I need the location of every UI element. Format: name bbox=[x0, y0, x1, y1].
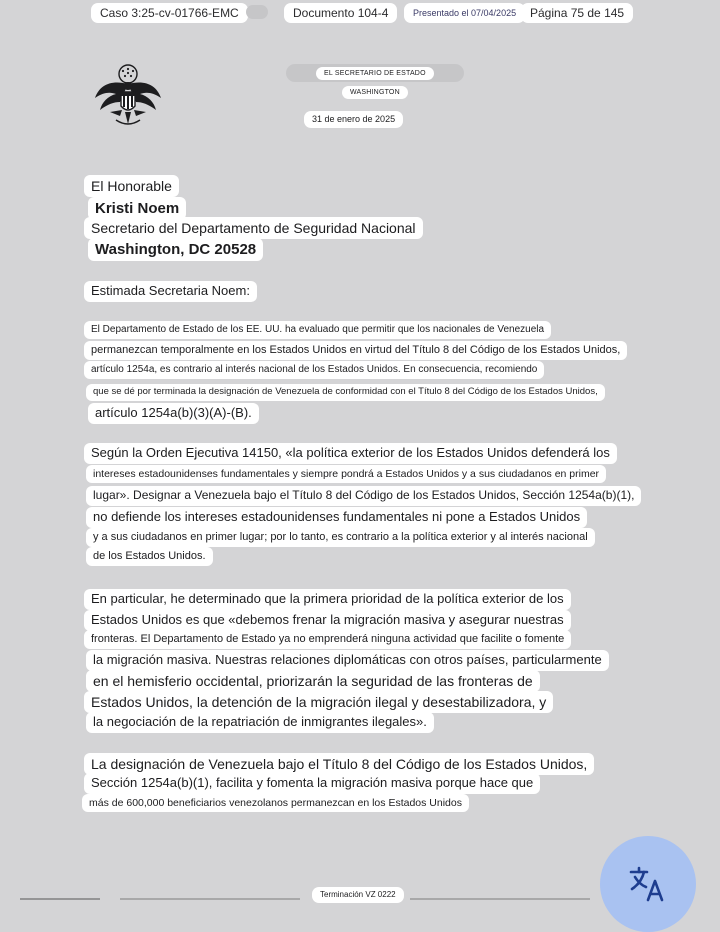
greeting: Estimada Secretaria Noem: bbox=[84, 281, 257, 302]
paragraph-4-line-3: más de 600,000 beneficiarios venezolanos permanezcan en los Estados Unidos bbox=[82, 794, 469, 812]
paragraph-2-line-5: y a sus ciudadanos en primer lugar; por lo tanto, es contrario a la política exterior y al interés nacional bbox=[86, 528, 595, 547]
footer-rule-right bbox=[410, 898, 590, 900]
recipient-name: Kristi Noem bbox=[88, 197, 186, 220]
paragraph-1-line-2: permanezcan temporalmente en los Estados Unidos en virtud del Título 8 del Código de los Estados Unidos, bbox=[84, 341, 627, 360]
recipient-position: Secretario del Departamento de Seguridad Nacional bbox=[84, 217, 423, 239]
redaction-smudge bbox=[246, 5, 268, 19]
filed-date: Presentado el 07/04/2025 bbox=[404, 3, 525, 23]
paragraph-2-line-2: intereses estadounidenses fundamentales y siempre pondrá a Estados Unidos y a sus ciudadanos en primer bbox=[86, 465, 606, 483]
letterhead-office: EL SECRETARIO DE ESTADO bbox=[316, 67, 434, 80]
letterhead-city: WASHINGTON bbox=[342, 86, 408, 99]
page-indicator: Página 75 de 145 bbox=[521, 3, 633, 23]
letter-date: 31 de enero de 2025 bbox=[304, 111, 403, 128]
paragraph-3-line-7: la negociación de la repatriación de inmigrantes ilegales». bbox=[86, 712, 434, 733]
document-number: Documento 104-4 bbox=[284, 3, 397, 23]
paragraph-2-line-1: Según la Orden Ejecutiva 14150, «la política exterior de los Estados Unidos defenderá los bbox=[84, 443, 617, 464]
paragraph-3-line-2: Estados Unidos es que «debemos frenar la migración masiva y asegurar nuestras bbox=[84, 610, 571, 631]
paragraph-2-line-4: no defiende los intereses estadounidenses fundamentales ni pone a Estados Unidos bbox=[86, 507, 587, 528]
paragraph-2-line-3: lugar». Designar a Venezuela bajo el Título 8 del Código de los Estados Unidos, Sección 1254a(b)(1), bbox=[86, 486, 641, 506]
paragraph-4-line-1: La designación de Venezuela bajo el Título 8 del Código de los Estados Unidos, bbox=[84, 753, 594, 775]
paragraph-3-line-1: En particular, he determinado que la primera prioridad de la política exterior de los bbox=[84, 589, 571, 610]
paragraph-2-line-6: de los Estados Unidos. bbox=[86, 547, 213, 566]
footer-rule-left bbox=[20, 898, 100, 900]
footer-rule-mid bbox=[120, 898, 300, 900]
paragraph-3-line-5: en el hemisferio occidental, priorizarán la seguridad de las fronteras de bbox=[86, 670, 540, 692]
recipient-location: Washington, DC 20528 bbox=[88, 238, 263, 261]
paragraph-1-line-3: artículo 1254a, es contrario al interés nacional de los Estados Unidos. En consecuencia, recomiendo bbox=[84, 361, 544, 379]
case-number: Caso 3:25-cv-01766-EMC bbox=[91, 3, 248, 23]
great-seal-icon bbox=[92, 62, 164, 134]
paragraph-1-line-4: que se dé por terminada la designación de Venezuela de conformidad con el Título 8 del Código de los Estados Unidos, bbox=[86, 384, 605, 401]
paragraph-3-line-4: la migración masiva. Nuestras relaciones diplomáticas con otros países, particularmente bbox=[86, 650, 609, 671]
paragraph-1-line-1: El Departamento de Estado de los EE. UU. ha evaluado que permitir que los nacionales de Venezuela bbox=[84, 321, 551, 339]
paragraph-1-line-5: artículo 1254a(b)(3)(A)-(B). bbox=[88, 403, 259, 424]
paragraph-3-line-6: Estados Unidos, la detención de la migración ilegal y desestabilizadora, y bbox=[84, 691, 553, 713]
translate-button[interactable] bbox=[600, 836, 696, 932]
paragraph-4-line-2: Sección 1254a(b)(1), facilita y fomenta la migración masiva porque hace que bbox=[84, 773, 540, 794]
translate-icon bbox=[628, 864, 668, 904]
footer-reference: Terminación VZ 0222 bbox=[312, 887, 404, 903]
paragraph-3-line-3: fronteras. El Departamento de Estado ya no emprenderá ninguna actividad que facilite o fomente bbox=[84, 630, 571, 649]
address-title: El Honorable bbox=[84, 175, 179, 197]
